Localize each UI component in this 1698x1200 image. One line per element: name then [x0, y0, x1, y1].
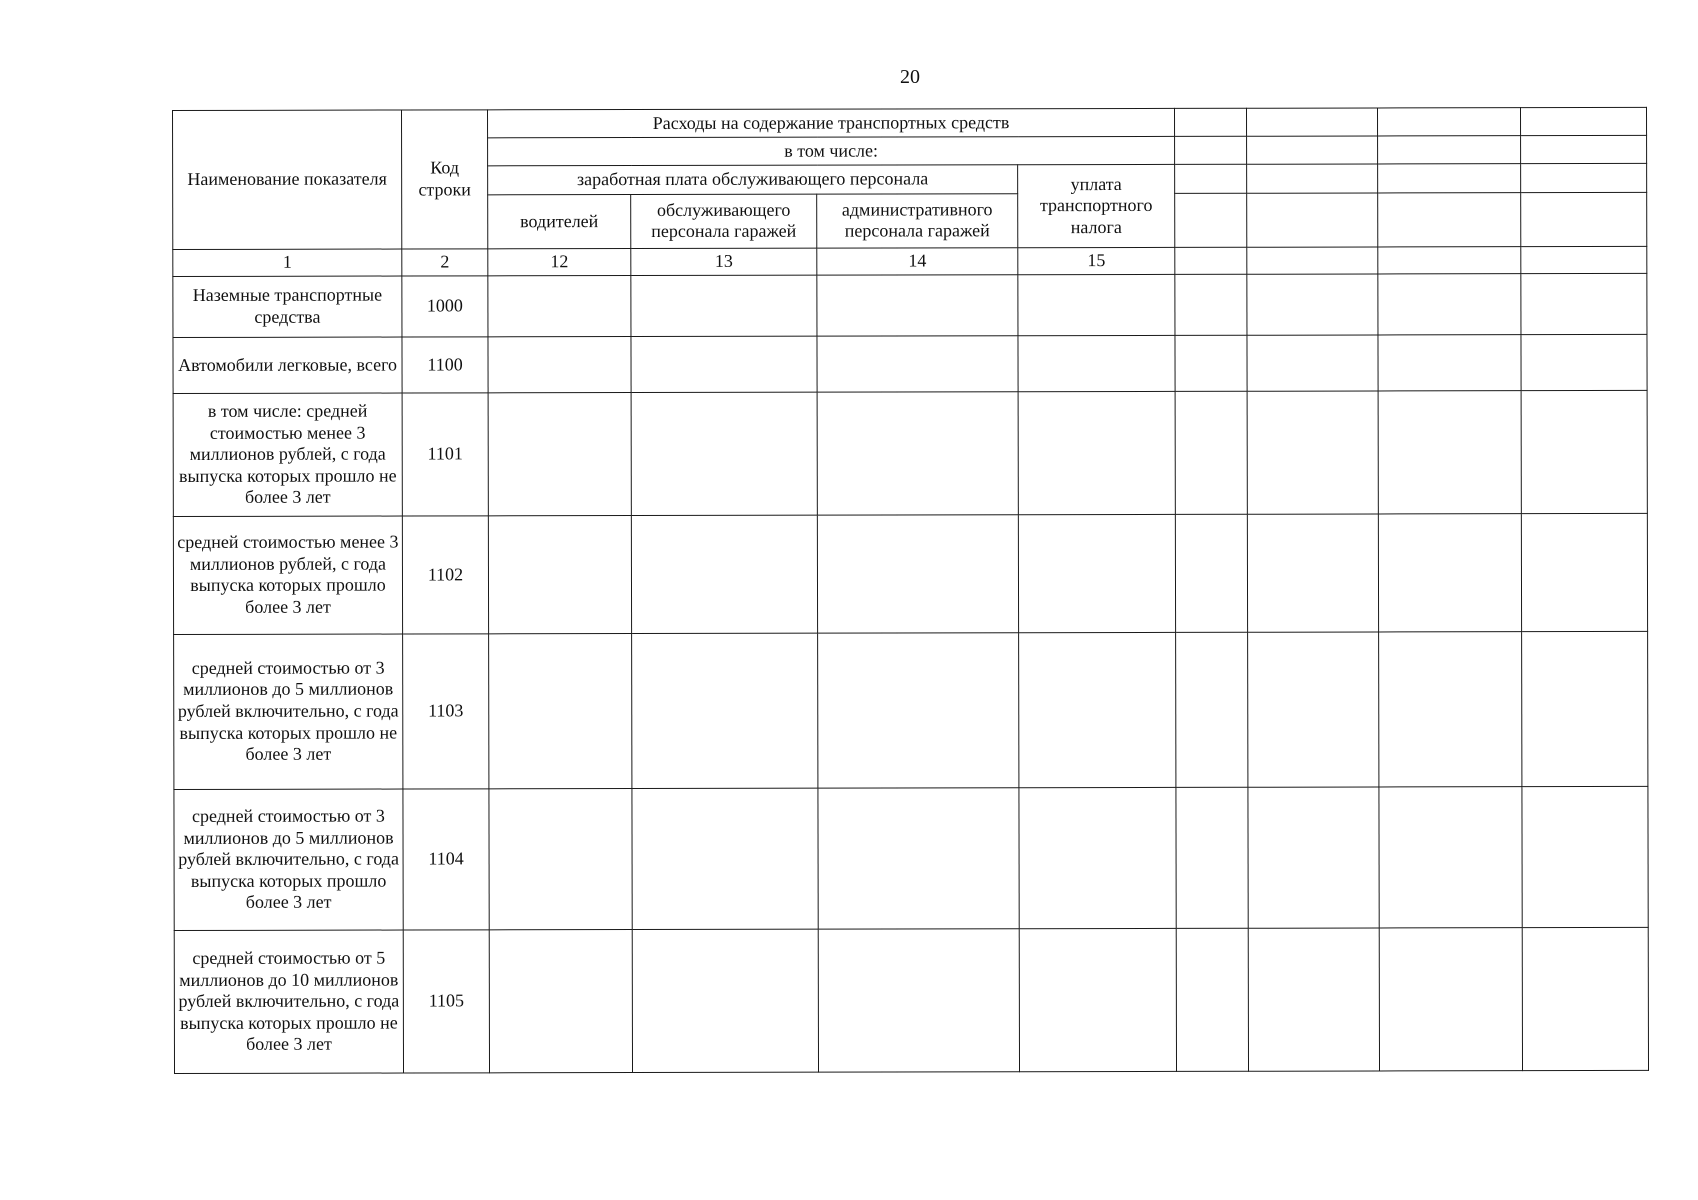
table-row [173, 274, 1647, 338]
table-row [173, 390, 1647, 516]
row-name: средней стоимостью от 5 миллионов до 10 миллионов рублей включительно, с года выпуска которых прошло не более 3 лет [174, 930, 403, 1074]
header-transport-expenses: Расходы на содержание транспортных средств [488, 108, 1175, 138]
data-cell [1521, 334, 1647, 391]
data-cell [817, 392, 1018, 515]
data-cell [1176, 787, 1248, 928]
data-cell [1018, 335, 1175, 392]
data-cell [818, 929, 1019, 1073]
data-cell [1247, 391, 1378, 514]
header-indicator-name: Наименование показателя [173, 110, 402, 249]
row-code: 1102 [402, 516, 488, 634]
column-number-empty [1521, 246, 1647, 273]
data-cell [1378, 274, 1521, 335]
data-cell [1175, 514, 1247, 632]
table-row [174, 786, 1648, 930]
data-cell [631, 392, 817, 515]
data-cell [631, 515, 817, 633]
column-number-empty [1378, 247, 1521, 274]
header-empty-cell [1378, 192, 1521, 247]
header-empty-cell [1247, 108, 1378, 136]
header-empty-cell [1175, 136, 1247, 164]
page-number: 20 [900, 66, 920, 88]
header-drivers: водителей [488, 194, 631, 249]
data-cell [1175, 335, 1247, 392]
column-number-empty [1175, 247, 1247, 274]
header-empty-cell [1521, 107, 1647, 135]
column-numbers-row [173, 246, 1647, 276]
data-cell [1522, 927, 1648, 1070]
table-row [174, 927, 1648, 1073]
table-row [173, 334, 1647, 393]
header-empty-cell [1521, 136, 1647, 164]
data-cell [489, 633, 632, 788]
form-table-wrapper [172, 107, 1648, 1074]
data-cell [489, 788, 632, 929]
header-service-staff: обслуживающего персонала гаражей [631, 194, 817, 249]
transport-expenses-table [172, 107, 1649, 1074]
data-cell [1247, 335, 1378, 392]
column-number: 13 [631, 248, 817, 276]
data-cell [1379, 928, 1522, 1071]
header-empty-cell [1247, 136, 1378, 164]
data-cell [818, 788, 1019, 929]
row-code: 1000 [402, 276, 488, 337]
data-cell [1176, 632, 1248, 787]
header-empty-cell [1521, 164, 1647, 192]
data-cell [1247, 514, 1378, 632]
header-empty-cell [1521, 192, 1647, 247]
data-cell [1378, 334, 1521, 391]
data-cell [1378, 514, 1521, 632]
column-number: 2 [402, 249, 488, 276]
data-cell [488, 393, 631, 516]
data-cell [1019, 787, 1176, 928]
data-cell [488, 276, 631, 337]
data-cell [632, 633, 818, 789]
data-cell [1521, 390, 1647, 513]
data-cell [1248, 787, 1379, 928]
data-cell [1522, 631, 1648, 786]
header-row-code: Код строки [402, 110, 488, 249]
row-code: 1103 [403, 634, 489, 789]
header-including: в том числе: [488, 137, 1175, 167]
data-cell [489, 929, 632, 1072]
data-cell [1019, 928, 1176, 1071]
column-number: 1 [173, 249, 402, 277]
data-cell [817, 275, 1018, 336]
header-row-1 [173, 107, 1647, 138]
header-empty-cell [1378, 108, 1521, 137]
data-cell [1521, 274, 1647, 335]
data-cell [1522, 786, 1648, 927]
row-name: Наземные транспортные средства [173, 276, 402, 337]
header-empty-cell [1247, 164, 1378, 192]
row-name: средней стоимостью менее 3 миллионов рублей, с года выпуска которых прошло более 3 лет [173, 516, 402, 634]
header-empty-cell [1378, 136, 1521, 165]
data-cell [632, 788, 818, 929]
header-salary-group: заработная плата обслуживающего персонала [488, 165, 1018, 194]
row-code: 1100 [402, 336, 488, 393]
data-cell [1248, 632, 1379, 787]
column-number-empty [1247, 247, 1378, 274]
data-cell [488, 336, 631, 393]
data-cell [1175, 274, 1247, 335]
data-cell [631, 336, 817, 393]
table-row [173, 513, 1647, 634]
header-empty-cell [1175, 193, 1247, 248]
row-name: средней стоимостью от 3 миллионов до 5 миллионов рублей включительно, с года выпуска которых прошло не более 3 лет [174, 634, 403, 790]
header-empty-cell [1175, 165, 1247, 193]
data-cell [1018, 275, 1175, 336]
header-empty-cell [1175, 108, 1247, 136]
header-empty-cell [1378, 164, 1521, 193]
table-row [174, 631, 1648, 789]
data-cell [1248, 928, 1379, 1071]
header-empty-cell [1247, 193, 1378, 248]
column-number: 15 [1018, 247, 1175, 275]
data-cell [1378, 391, 1521, 514]
data-cell [1019, 632, 1176, 787]
row-code: 1105 [403, 930, 489, 1073]
row-code: 1101 [402, 393, 488, 516]
data-cell [1379, 787, 1522, 928]
header-admin-staff: административного персонала гаражей [817, 193, 1018, 248]
column-number: 12 [488, 249, 631, 276]
data-cell [488, 515, 631, 633]
data-cell [1018, 514, 1175, 632]
data-cell [818, 632, 1019, 788]
column-number: 14 [817, 248, 1018, 276]
data-cell [1521, 513, 1647, 631]
data-cell [817, 335, 1018, 392]
data-cell [1175, 391, 1247, 514]
header-transport-tax: уплата транспортного налога [1018, 165, 1175, 248]
data-cell [1018, 391, 1175, 514]
row-code: 1104 [403, 789, 489, 930]
row-name: Автомобили легковые, всего [173, 337, 402, 394]
data-cell [817, 515, 1018, 633]
row-name: средней стоимостью от 3 миллионов до 5 миллионов рублей включительно, с года выпуска которых прошло более 3 лет [174, 789, 403, 930]
data-cell [1247, 274, 1378, 335]
data-cell [631, 275, 817, 336]
data-cell [1379, 631, 1522, 786]
data-cell [632, 929, 818, 1072]
row-name: в том числе: средней стоимостью менее 3 миллионов рублей, с года выпуска которых прошло не более 3 лет [173, 393, 402, 516]
data-cell [1176, 928, 1248, 1071]
